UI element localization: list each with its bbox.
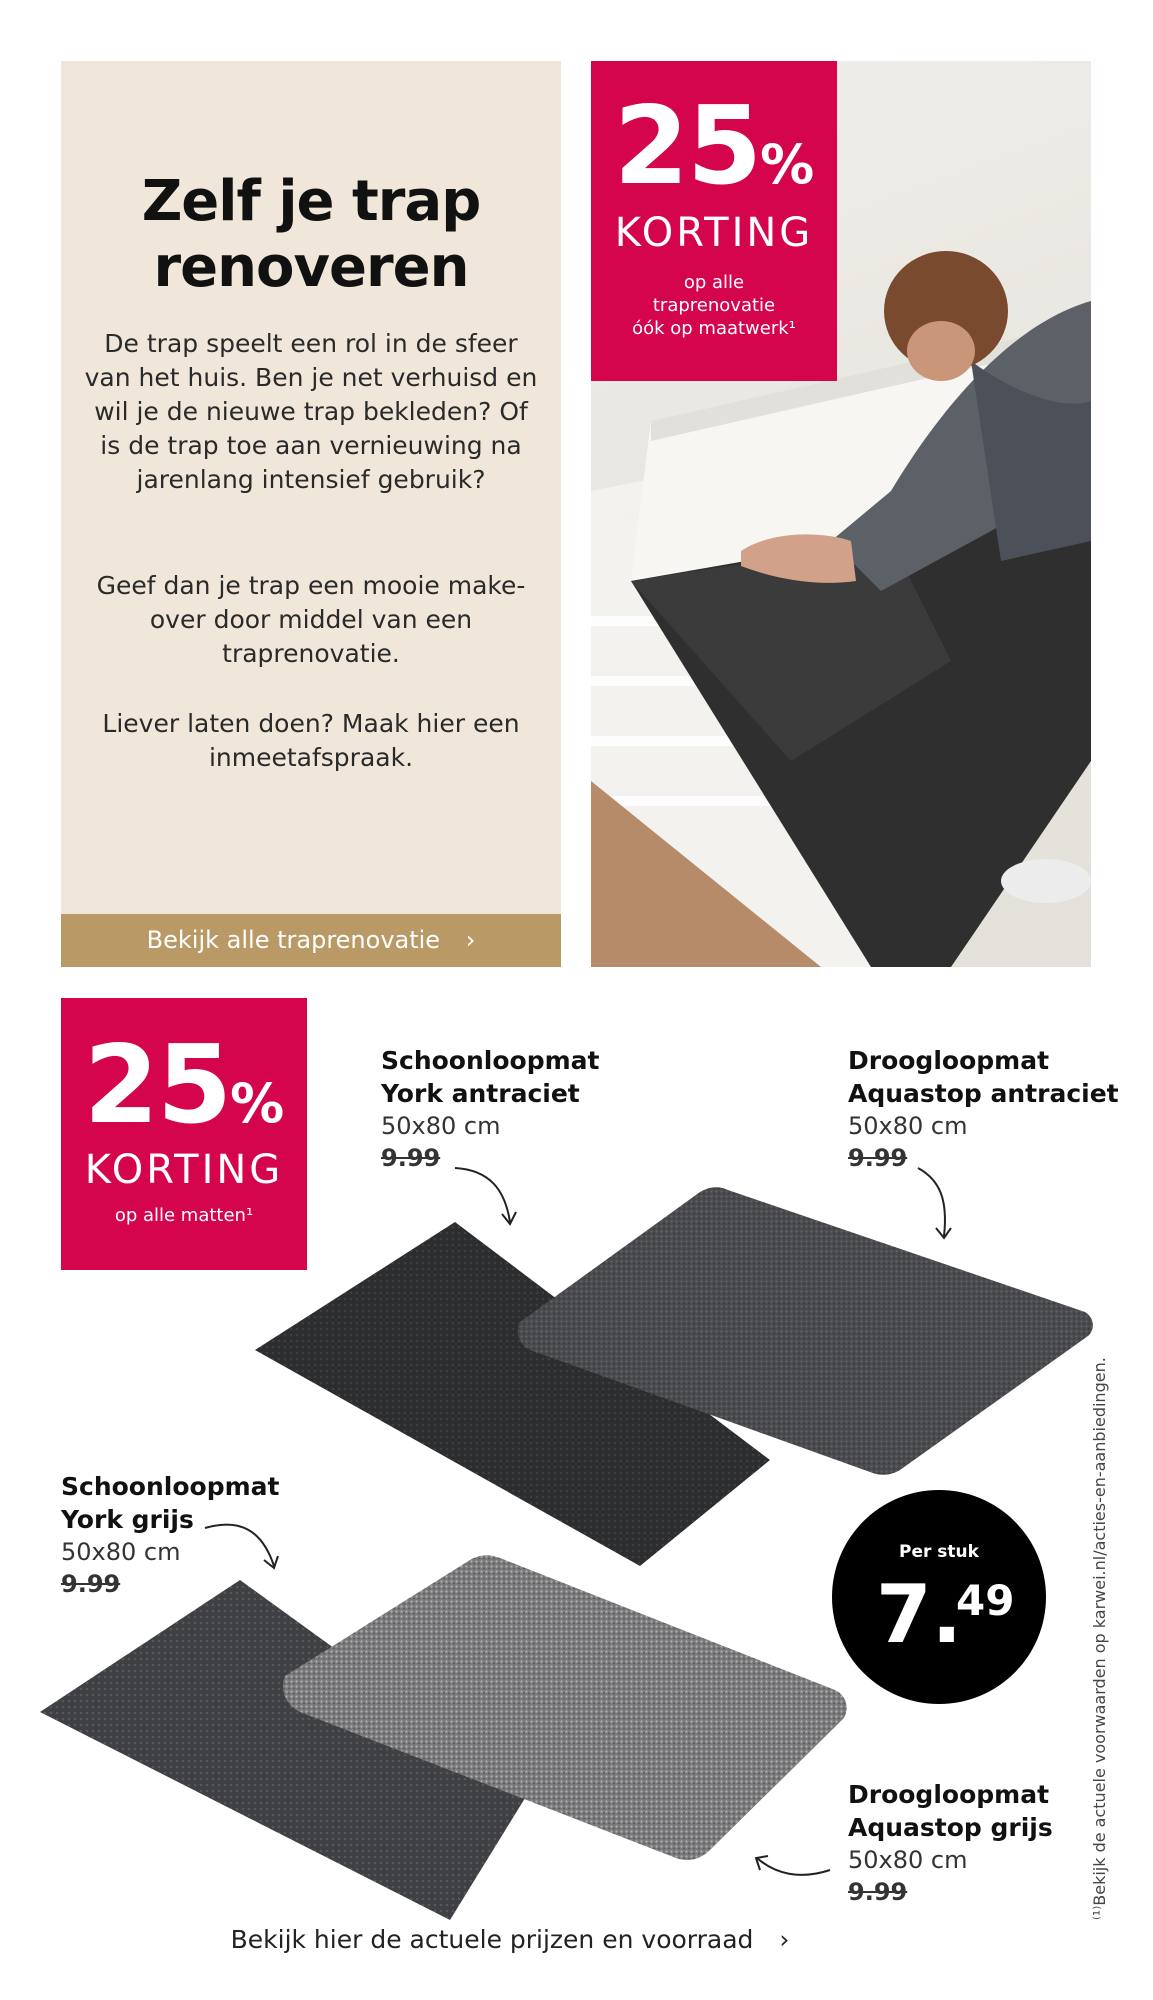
intro-paragraph-1: De trap speelt een rol in de sfeer van het huis. Ben je net verhuisd en wil je de nieuwe trap bekleden? Of is de trap toe aan vernieuwing na jarenlang intensief gebruik? [84, 329, 538, 494]
product-aquastop-antraciet[interactable] [848, 1044, 1138, 1174]
product-name: Schoonloopmat York antraciet [381, 1046, 600, 1108]
footnote: ⁽¹⁾Bekijk de actuele voorwaarden op karwei.nl/acties-en-aanbiedingen. [1090, 1357, 1109, 1920]
arrow-york-antraciet-icon [455, 1168, 510, 1222]
intro-paragraph-2: Geef dan je trap een mooie make-over door middel van een traprenovatie. [96, 571, 526, 668]
discount-percent: 25% [613, 84, 815, 209]
intro-title-line1: Zelf je trap [141, 169, 481, 234]
price-euros: 7. [876, 1568, 963, 1661]
discount-badge-mats [61, 998, 307, 1270]
current-prices-link[interactable] [160, 1925, 860, 1954]
discount-word: KORTING [84, 1147, 284, 1193]
product-size: 50x80 cm [61, 1538, 181, 1566]
product-size: 50x80 cm [848, 1846, 968, 1874]
product-name: Droogloopmat Aquastop grijs [848, 1780, 1053, 1842]
discount-percent: 25% [83, 1023, 285, 1148]
product-old-price: 9.99 [848, 1144, 908, 1172]
intro-title-line2: renoveren [153, 235, 469, 300]
product-york-antraciet[interactable] [381, 1044, 701, 1174]
price-cents: 49 [956, 1576, 1015, 1625]
product-size: 50x80 cm [381, 1112, 501, 1140]
cta-label: Bekijk alle traprenovatie [146, 926, 441, 954]
price-label: Per stuk [899, 1542, 979, 1562]
product-old-price: 9.99 [381, 1144, 441, 1172]
discount-word: KORTING [614, 210, 814, 256]
product-size: 50x80 cm [848, 1112, 968, 1140]
chevron-right-icon: › [779, 1925, 790, 1954]
bottom-link-label: Bekijk hier de actuele prijzen en voorraad [230, 1925, 754, 1954]
product-name: Droogloopmat Aquastop antraciet [848, 1046, 1119, 1108]
arrow-aquastop-grijs-icon [757, 1858, 830, 1875]
product-name: Schoonloopmat York grijs [61, 1472, 280, 1534]
discount-subtitle: op alle matten¹ [114, 1205, 254, 1226]
product-old-price: 9.99 [848, 1878, 908, 1906]
chevron-right-icon: › [465, 926, 476, 954]
product-old-price: 9.99 [61, 1570, 121, 1598]
arrow-aquastop-antraciet-icon [918, 1168, 945, 1236]
intro-paragraph-3[interactable]: Liever laten doen? Maak hier een inmeetafspraak. [102, 709, 520, 772]
product-york-grijs[interactable] [61, 1470, 361, 1600]
price-badge [832, 1490, 1046, 1704]
discount-subtitle: op alle traprenovatie óók op maatwerk¹ [632, 272, 796, 339]
